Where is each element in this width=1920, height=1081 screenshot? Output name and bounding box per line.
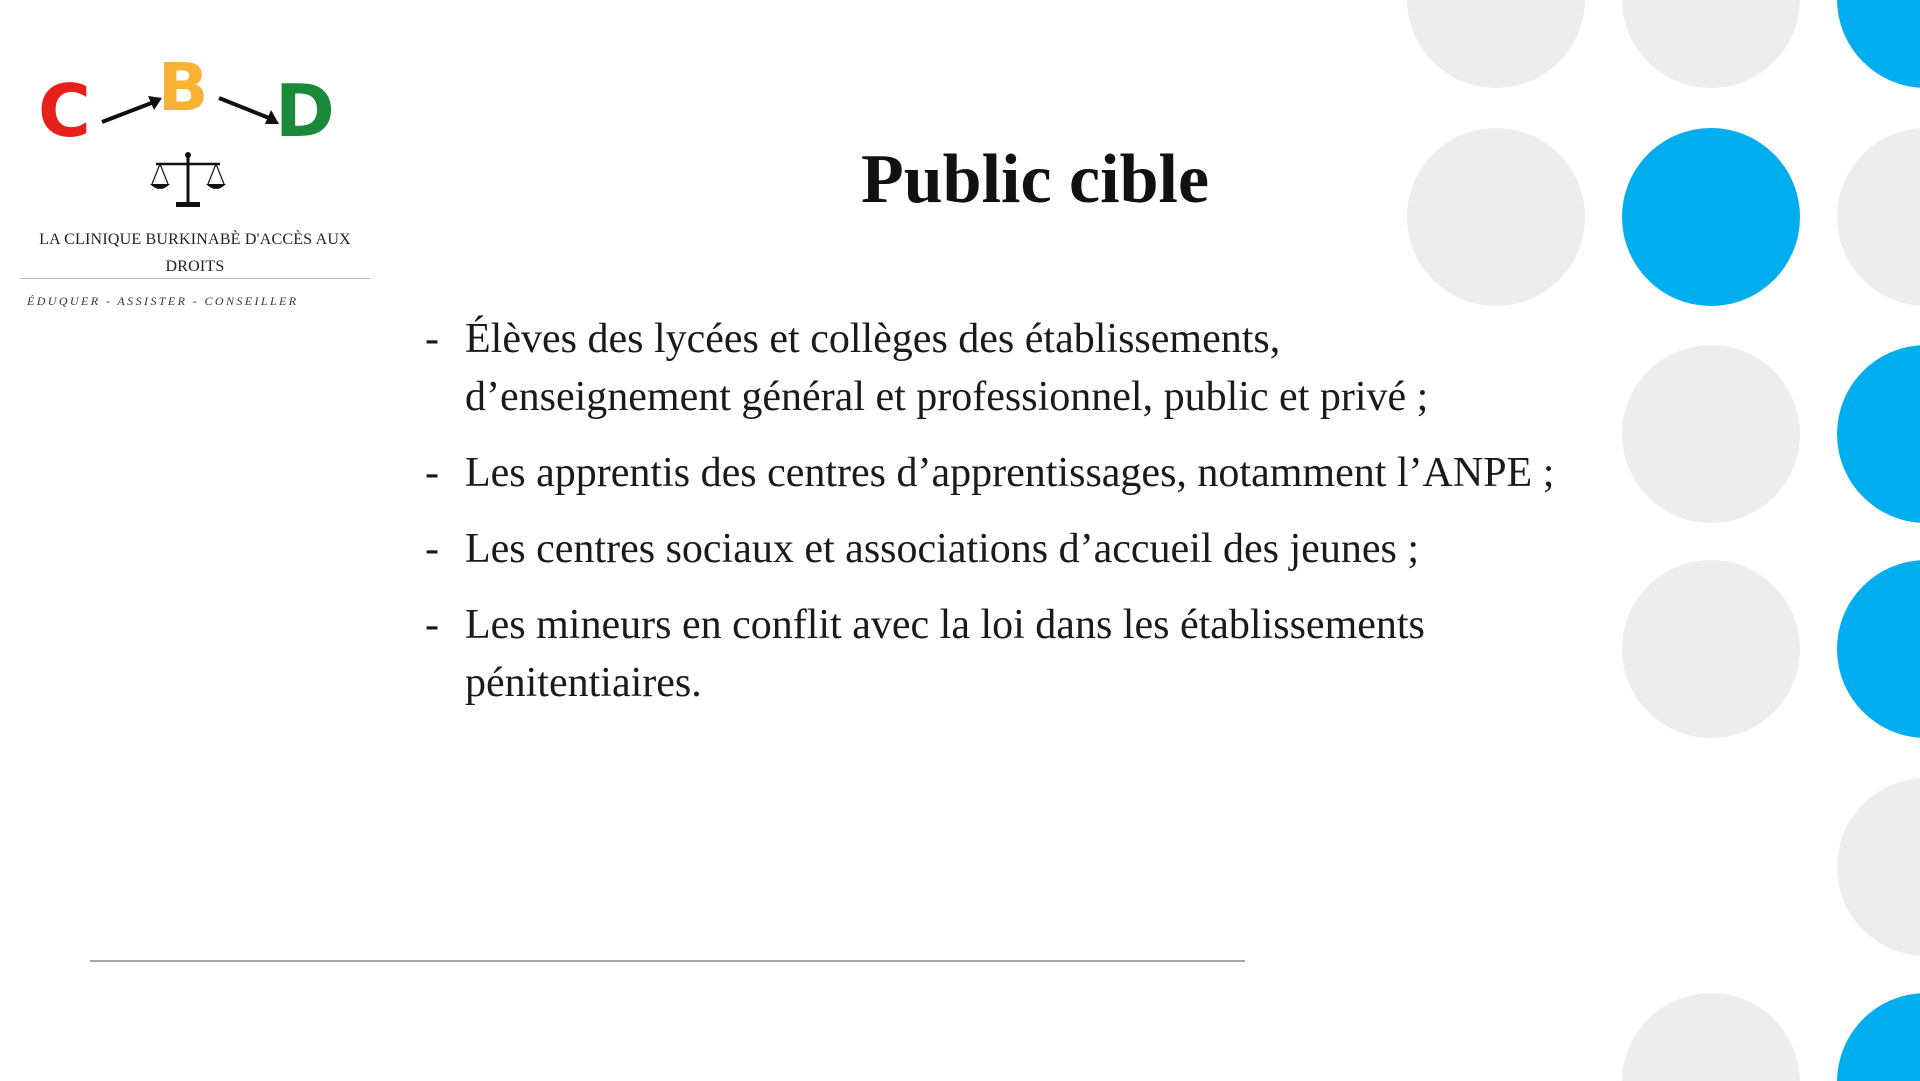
slide-title: Public cible bbox=[860, 141, 1210, 218]
scales-of-justice-icon bbox=[148, 150, 228, 210]
decorative-circle bbox=[1837, 345, 1920, 523]
footer-divider bbox=[90, 960, 1245, 962]
list-item bbox=[425, 310, 1555, 426]
organization-tagline: ÉDUQUER - ASSISTER - CONSEILLER bbox=[27, 294, 299, 308]
logo-divider bbox=[20, 278, 370, 279]
list-item bbox=[425, 444, 1555, 502]
bullet-marker: - bbox=[425, 526, 439, 572]
decorative-circle bbox=[1837, 560, 1920, 738]
organization-name: LA CLINIQUE BURKINABÈ D'ACCÈS AUX DROITS bbox=[39, 231, 351, 275]
logo-letter-d: D bbox=[275, 69, 335, 153]
decorative-circle bbox=[1837, 778, 1920, 956]
bullet-marker: - bbox=[425, 450, 439, 496]
target-audience-list bbox=[425, 310, 1555, 730]
decorative-circle bbox=[1837, 0, 1920, 88]
decorative-circle bbox=[1622, 345, 1800, 523]
bullet-text: Élèves des lycées et collèges des établissements, d’enseignement général et professionnel, public et privé ; bbox=[465, 316, 1429, 420]
logo-letter-c: C bbox=[38, 69, 91, 153]
bullet-marker: - bbox=[425, 602, 439, 648]
decorative-circle bbox=[1407, 128, 1585, 306]
decorative-circle bbox=[1622, 128, 1800, 306]
logo-letter-b: B bbox=[158, 49, 209, 126]
decorative-circle bbox=[1622, 560, 1800, 738]
bullet-text: Les mineurs en conflit avec la loi dans les établissements pénitentiaires. bbox=[465, 602, 1425, 706]
list-item bbox=[425, 520, 1555, 578]
list-item bbox=[425, 596, 1555, 712]
bullet-marker: - bbox=[425, 316, 439, 362]
decorative-circle bbox=[1622, 0, 1800, 88]
logo-letters bbox=[20, 50, 370, 160]
bullet-text: Les apprentis des centres d’apprentissages, notamment l’ANPE ; bbox=[465, 450, 1555, 496]
decorative-circle bbox=[1837, 128, 1920, 306]
clinic-logo bbox=[20, 50, 370, 330]
decorative-circle bbox=[1407, 0, 1585, 88]
bullet-text: Les centres sociaux et associations d’accueil des jeunes ; bbox=[465, 526, 1419, 572]
decorative-circle bbox=[1837, 993, 1920, 1081]
decorative-circle bbox=[1622, 993, 1800, 1081]
